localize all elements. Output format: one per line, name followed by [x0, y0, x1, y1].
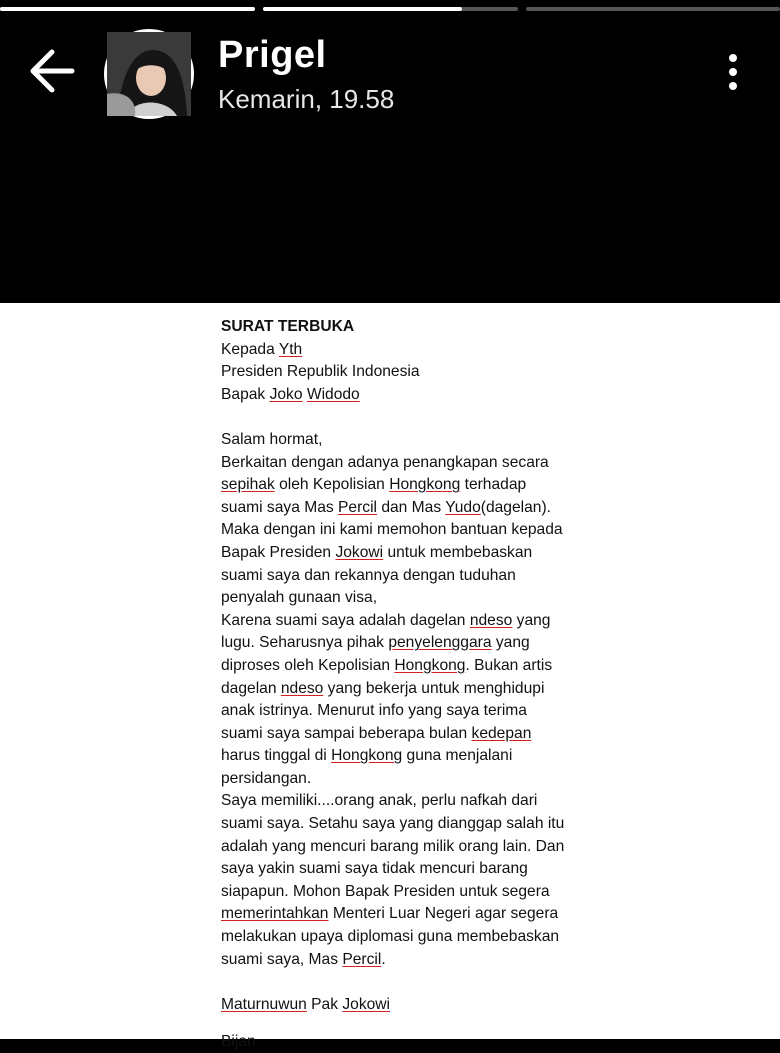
underlined-word: Percil [338, 498, 377, 516]
letter-text: Presiden Republik Indonesia [221, 363, 420, 381]
letter-cut-off-text: Bijan [221, 1033, 256, 1050]
underlined-word: Hongkong [389, 476, 461, 494]
letter-text: (dagelan). [480, 498, 551, 516]
letter-text: Pak [306, 995, 343, 1013]
letter-line [221, 384, 621, 407]
underlined-word: Yudo [445, 498, 481, 516]
underlined-word: Hongkong [394, 656, 466, 674]
letter-line [221, 542, 621, 565]
letter-line [221, 926, 621, 949]
letter-text: Saya memiliki....orang anak, perlu nafkah dari [221, 792, 538, 810]
underlined-word: Jokowi [342, 995, 391, 1013]
letter-text: suami saya Mas [221, 498, 338, 516]
letter-text: Berkaitan dengan adanya penangkapan secara [221, 453, 549, 471]
letter-text: penyalah gunaan visa, [221, 589, 378, 607]
more-vertical-icon[interactable] [716, 52, 750, 94]
arrow-left-icon[interactable] [28, 48, 78, 94]
underlined-word: Yth [278, 340, 303, 358]
letter-text: untuk membebaskan [383, 543, 533, 561]
letter-line [221, 768, 621, 791]
account-name[interactable]: Prigel [218, 34, 327, 76]
letter-line [221, 429, 621, 452]
letter-text: suami saya dan rekannya dengan tuduhan [221, 566, 516, 584]
letter-text: yang [512, 611, 551, 629]
letter-line [221, 452, 621, 475]
underlined-word: memerintahkan [221, 905, 329, 923]
letter-line [221, 339, 621, 362]
underlined-word: Jokowi [335, 543, 384, 561]
letter-line [221, 678, 621, 701]
letter-text: yang bekerja untuk menghidupi [323, 679, 545, 697]
post-timestamp: Kemarin, 19.58 [218, 84, 395, 114]
letter-line [221, 610, 621, 633]
underlined-word: penyelenggara [388, 634, 492, 652]
letter-text: Bapak Presiden [221, 543, 336, 561]
letter-text: melakukan upaya diplomasi guna membebaskan [221, 928, 560, 946]
letter-text: guna menjalani [402, 747, 513, 765]
letter-line [221, 565, 621, 588]
letter-text: harus tinggal di [221, 747, 332, 765]
letter-text: adalah yang mencuri barang milik orang lain. Dan [221, 837, 565, 855]
letter-text: lugu. Seharusnya pihak [221, 634, 389, 652]
letter-text: saya yakin suami saya tidak mencuri barang [221, 860, 528, 878]
letter-text: diproses oleh Kepolisian [221, 656, 395, 674]
letter-text: Kepada [221, 340, 279, 358]
letter-text: dan Mas [377, 498, 446, 516]
letter-line [221, 949, 621, 972]
underlined-word: sepihak [221, 476, 275, 494]
letter-text: suami saya, Mas [221, 950, 343, 968]
letter-line [221, 632, 621, 655]
letter-title: SURAT TERBUKA [221, 318, 355, 335]
underlined-word: kedepan [471, 724, 532, 742]
letter-text: . [381, 950, 386, 968]
letter-line [221, 994, 621, 1017]
story-progress-segment [263, 7, 518, 11]
letter-text: Karena suami saya adalah dagelan [221, 611, 470, 629]
letter-text: . Bukan artis [465, 656, 553, 674]
profile-avatar[interactable] [104, 29, 194, 119]
letter-line [221, 881, 621, 904]
letter-line [221, 745, 621, 768]
letter-text: suami saya sampai beberapa bulan [221, 724, 472, 742]
underlined-word: ndeso [469, 611, 513, 629]
letter-line [221, 836, 621, 859]
letter-text: Bapak [221, 385, 270, 403]
letter-line [221, 361, 621, 384]
letter-line [221, 497, 621, 520]
letter-line [221, 587, 621, 610]
letter-line [221, 813, 621, 836]
underlined-word: Widodo [306, 385, 360, 403]
underlined-word: Maturnuwun [221, 995, 307, 1013]
letter-text: Menteri Luar Negeri agar segera [328, 905, 559, 923]
letter-body [221, 339, 621, 1017]
letter-text: suami saya. Setahu saya yang dianggap salah itu [221, 815, 565, 833]
letter-line [221, 700, 621, 723]
letter-line [221, 474, 621, 497]
letter-line [221, 519, 621, 542]
letter-text: Maka dengan ini kami memohon bantuan kepada [221, 521, 563, 539]
letter-line [221, 903, 621, 926]
open-letter [221, 316, 621, 1016]
letter-text: persidangan. [221, 769, 312, 787]
letter-text: yang [491, 634, 530, 652]
letter-text: oleh Kepolisian [274, 476, 390, 494]
story-image-letter [0, 303, 780, 1050]
letter-text: siapapun. Mohon Bapak Presiden untuk segera [221, 882, 550, 900]
letter-line [221, 655, 621, 678]
letter-text: anak istrinya. Menurut info yang saya terima [221, 702, 527, 720]
letter-line [221, 790, 621, 813]
letter-text: dagelan [221, 679, 281, 697]
letter-line [221, 858, 621, 881]
letter-blank-line [221, 971, 621, 994]
letter-blank-line [221, 406, 621, 429]
letter-text: terhadap [460, 476, 527, 494]
underlined-word: Percil [342, 950, 382, 968]
letter-line [221, 723, 621, 746]
story-progress-segment [0, 7, 255, 11]
story-progress-segment [526, 7, 780, 11]
underlined-word: Joko [269, 385, 303, 403]
underlined-word: ndeso [280, 679, 324, 697]
story-progress-bar [0, 7, 780, 11]
letter-text: Salam hormat, [221, 430, 323, 448]
underlined-word: Hongkong [331, 747, 403, 765]
